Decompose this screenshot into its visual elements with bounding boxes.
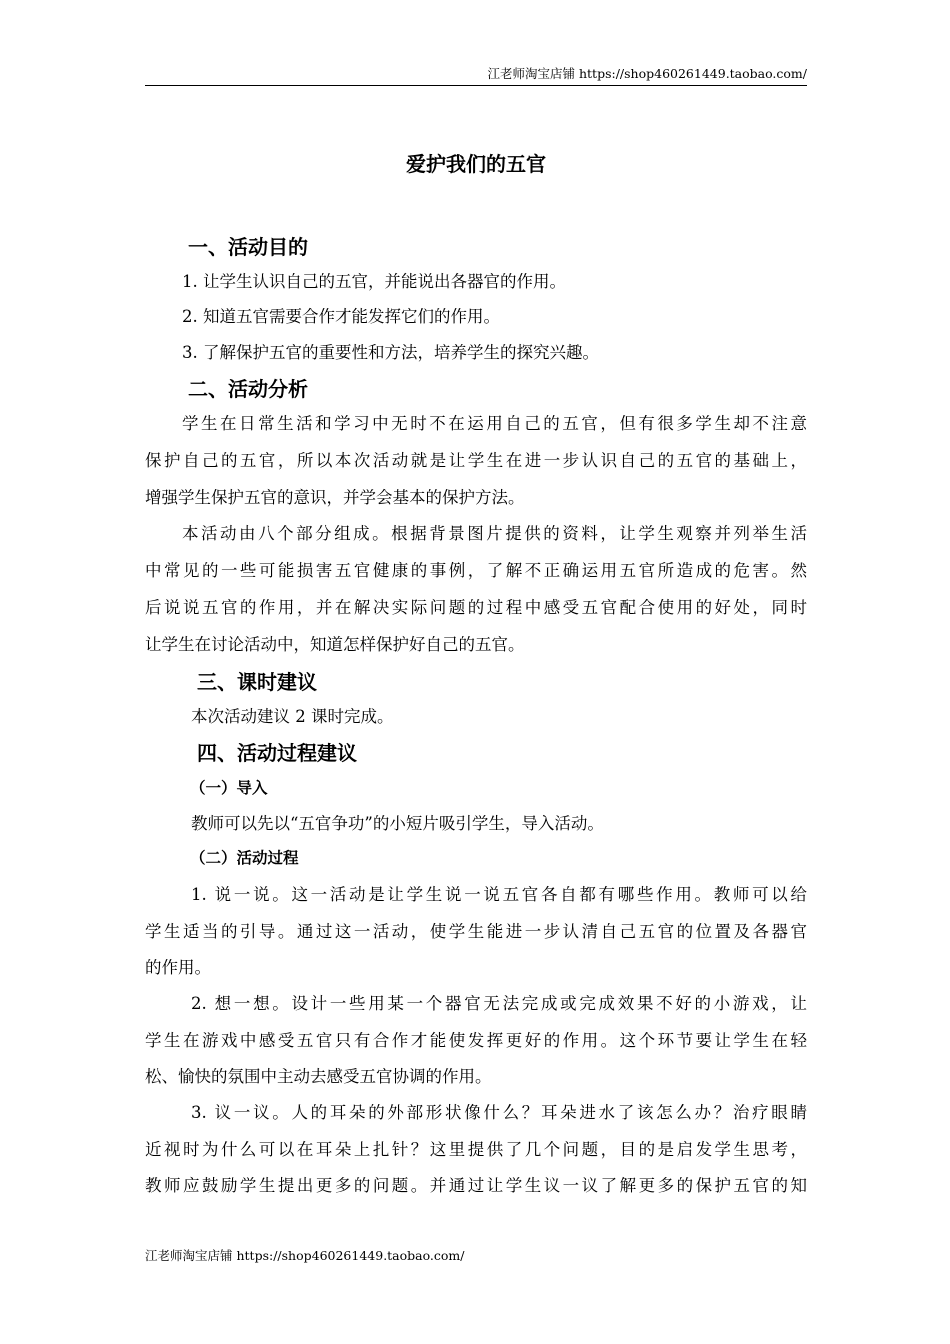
analysis-p1-line-3: 增强学生保护五官的意识，并学会基本的保护方法。 [145, 488, 525, 507]
document-title: 爱护我们的五官 [406, 152, 546, 176]
activity-p1-line-3: 的作用。 [145, 958, 211, 977]
activity-p2-line-1: 2. 想一想。设计一些用某一个器官无法完成或完成效果不好的小游戏，让 [191, 994, 807, 1013]
activity-p2-line-3: 松、愉快的氛围中主动去感受五官协调的作用。 [145, 1067, 492, 1086]
activity-p3-line-3: 教师应鼓励学生提出更多的问题。并通过让学生议一议了解更多的保护五官的知 [145, 1176, 807, 1195]
purpose-item-1: 1. 让学生认识自己的五官，并能说出各器官的作用。 [182, 272, 566, 291]
activity-p2-line-2: 学生在游戏中感受五官只有合作才能使发挥更好的作用。这个环节要让学生在轻 [145, 1031, 807, 1050]
section-heading-purpose: 一、活动目的 [188, 235, 308, 259]
section-heading-lessons: 三、课时建议 [197, 670, 317, 694]
analysis-p2-line-2: 中常见的一些可能损害五官健康的事例，了解不正确运用五官所造成的危害。然 [145, 561, 807, 580]
page-footer: 江老师淘宝店铺 https://shop460261449.taobao.com/ [145, 1248, 465, 1263]
purpose-item-2: 2. 知道五官需要合作才能发挥它们的作用。 [182, 307, 500, 326]
analysis-p2-line-1: 本活动由八个部分组成。根据背景图片提供的资料，让学生观察并列举生活 [182, 524, 807, 543]
subheading-activity: （二）活动过程 [190, 849, 299, 867]
analysis-p1-line-1: 学生在日常生活和学习中无时不在运用自己的五官，但有很多学生却不注意 [182, 414, 807, 433]
analysis-p1-line-2: 保护自己的五官，所以本次活动就是让学生在进一步认识自己的五官的基础上， [145, 451, 807, 470]
activity-p3-line-1: 3. 议一议。人的耳朵的外部形状像什么？耳朵进水了该怎么办？治疗眼睛 [191, 1103, 807, 1122]
intro-text: 教师可以先以“五官争功”的小短片吸引学生，导入活动。 [191, 814, 604, 833]
activity-p3-line-2: 近视时为什么可以在耳朵上扎针？这里提供了几个问题，目的是启发学生思考， [145, 1140, 807, 1159]
activity-p1-line-1: 1. 说一说。这一活动是让学生说一说五官各自都有哪些作用。教师可以给 [191, 885, 807, 904]
section-heading-analysis: 二、活动分析 [188, 377, 308, 401]
purpose-item-3: 3. 了解保护五官的重要性和方法，培养学生的探究兴趣。 [182, 343, 599, 362]
activity-p1-line-2: 学生适当的引导。通过这一活动，使学生能进一步认清自己五官的位置及各器官 [145, 922, 807, 941]
lessons-text: 本次活动建议 2 课时完成。 [191, 707, 394, 726]
header-divider [145, 85, 807, 86]
subheading-intro: （一）导入 [190, 779, 268, 797]
section-heading-process: 四、活动过程建议 [197, 741, 357, 765]
page-header: 江老师淘宝店铺 https://shop460261449.taobao.com/ [487, 66, 807, 81]
analysis-p2-line-3: 后说说五官的作用，并在解决实际问题的过程中感受五官配合使用的好处，同时 [145, 598, 807, 617]
analysis-p2-line-4: 让学生在讨论活动中，知道怎样保护好自己的五官。 [145, 635, 525, 654]
